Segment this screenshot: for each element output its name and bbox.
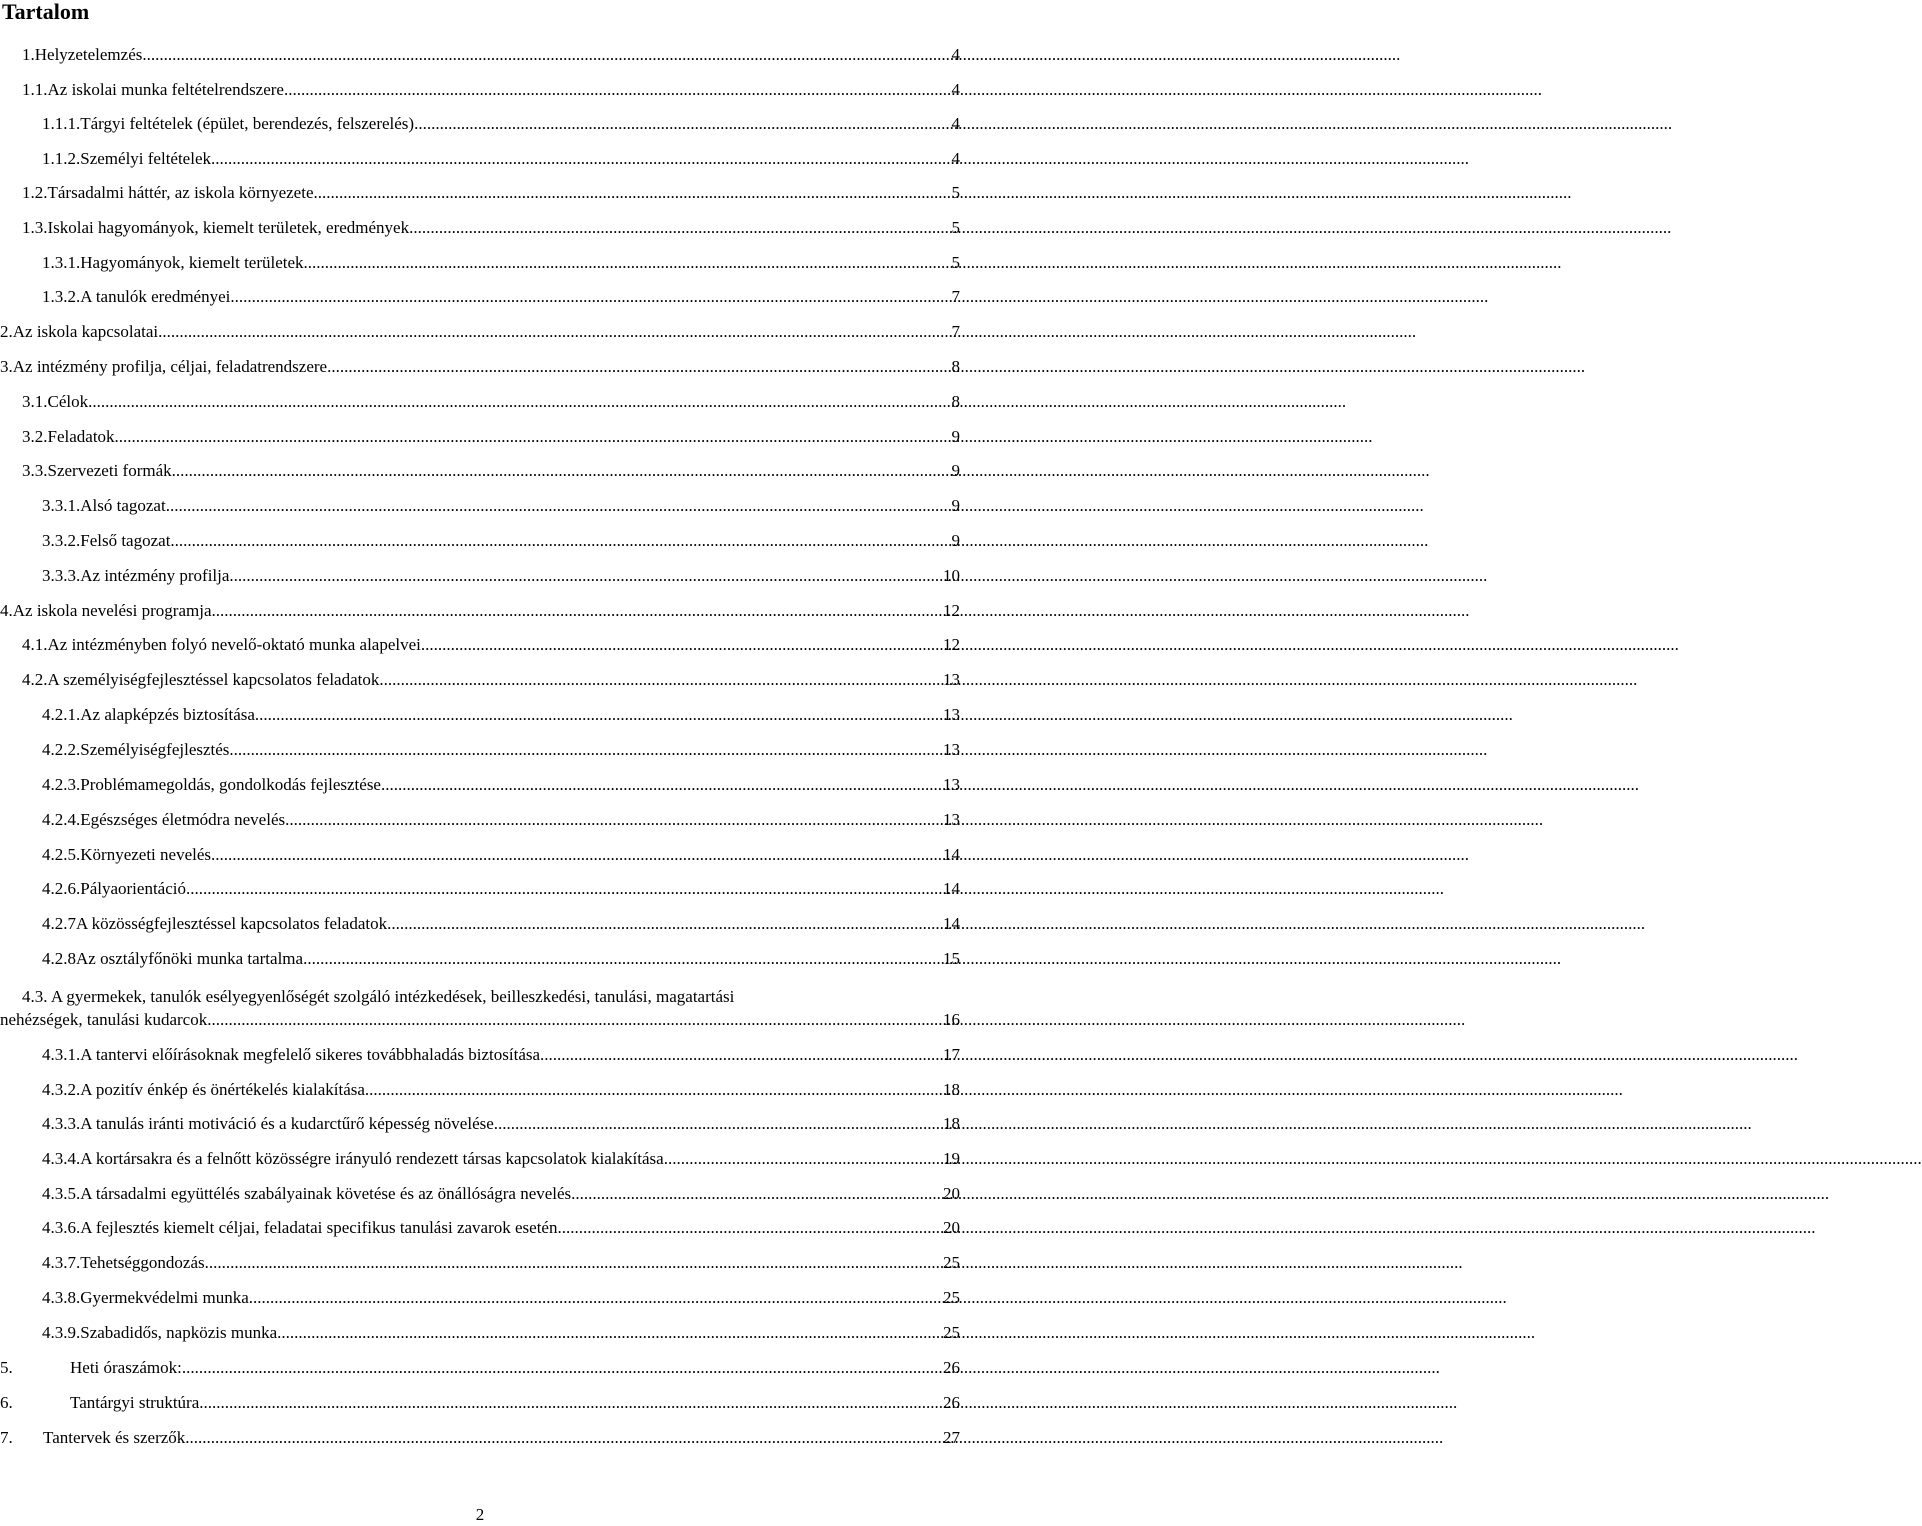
toc-entry[interactable] (0, 773, 960, 797)
toc-leader-dots (199, 1391, 940, 1415)
toc-entry-page: 27 (943, 1428, 960, 1447)
toc-entry-label: A kortársakra és a felnőtt közösségre irányuló rendezett társas kapcsolatok kialakítása (80, 1149, 664, 1168)
toc-entry-number: 3.2. (22, 427, 48, 446)
toc-entry-page: 25 (943, 1323, 960, 1342)
toc-entry-number: 4.2.8 (42, 949, 76, 968)
toc-entry-label: Környezeti nevelés (80, 845, 211, 864)
toc-entry-page: 17 (943, 1045, 960, 1064)
toc-entry-page: 18 (943, 1080, 960, 1099)
toc-entry-page: 5 (951, 218, 960, 237)
toc-entry-number: 4.2.3. (42, 775, 81, 794)
toc-entry-number: 4. (0, 601, 13, 620)
toc-entry-page: 5 (951, 183, 960, 202)
toc-entry-label: Helyzetelemzés (34, 45, 143, 64)
toc-entry-number: 4.3.8. (42, 1288, 81, 1307)
toc-entry-number: 4.2.7 (42, 914, 76, 933)
toc-leader-dots (212, 599, 941, 623)
toc-entry[interactable] (0, 1251, 960, 1275)
toc-leader-dots (284, 78, 949, 102)
toc-entry[interactable] (0, 877, 960, 901)
toc-entry[interactable] (0, 147, 960, 171)
toc-entry-label: Iskolai hagyományok, kiemelt területek, eredmények. (47, 218, 414, 237)
toc-entry-label: Heti óraszámok: (70, 1358, 182, 1377)
toc-entry-number: 4.3.2. (42, 1080, 81, 1099)
toc-entry-page: 26 (943, 1358, 960, 1377)
toc-entry-label: Az intézményben folyó nevelő-oktató munka alapelvei (47, 635, 421, 654)
toc-entry-label: Felső tagozat (80, 531, 171, 550)
toc-leader-dots (158, 320, 948, 344)
toc-entry-page: 9 (951, 531, 960, 550)
toc-entry-label: A közösségfejlesztéssel kapcsolatos feladatok (76, 914, 388, 933)
toc-entry[interactable] (0, 1356, 960, 1380)
toc-entry-label: A gyermekek, tanulók esélyegyenlőségét szolgáló intézkedések, beilleszkedési, tanulási, magatartási (50, 987, 735, 1006)
toc-entry-page: 9 (951, 427, 960, 446)
toc-entry-page: 14 (943, 879, 960, 898)
toc-entry-page: 26 (943, 1393, 960, 1412)
toc-entry-page: 8 (951, 392, 960, 411)
toc-entry-label: Az iskola kapcsolatai (12, 322, 159, 341)
toc-leader-dots (142, 43, 948, 67)
toc-entry-number: 4.3.1. (42, 1045, 81, 1064)
toc-entry[interactable] (0, 1216, 960, 1240)
toc-leader-dots (166, 494, 949, 518)
toc-entry-number: 6. (0, 1393, 13, 1412)
toc-entry-label: Pályaorientáció (80, 879, 186, 898)
toc-entry-number: 4.2.4. (42, 810, 81, 829)
page-number: 2 (475, 1505, 485, 1524)
toc-leader-dots (205, 1251, 940, 1275)
toc-entry-label: Az intézmény profilja (80, 566, 230, 585)
toc-entry-number: 3.3.1. (42, 496, 81, 515)
toc-leader-dots (211, 843, 940, 867)
toc-entry-page: 5 (951, 253, 960, 272)
toc-leader-dots (381, 773, 940, 797)
toc-entry[interactable] (0, 808, 960, 832)
toc-entry-page: 20 (943, 1218, 960, 1237)
toc-entry[interactable] (0, 599, 960, 623)
toc-entry[interactable] (0, 1112, 960, 1136)
toc-entry-label: A tantervi előírásoknak megfelelő sikeres továbbhaladás biztosítása (80, 1045, 541, 1064)
toc-entry[interactable] (0, 703, 960, 727)
toc-entry-label: A tanulók eredményei (80, 287, 231, 306)
toc-entry-label: Egészséges életmódra nevelés (80, 810, 286, 829)
toc-entry-page: 4 (951, 80, 960, 99)
toc-entry-page: 8 (951, 357, 960, 376)
toc-entry[interactable] (0, 390, 960, 414)
toc-entry-page: 19 (943, 1149, 960, 1168)
toc-entry-number: 1.3.2. (42, 287, 81, 306)
toc-entry-label: A társadalmi együttélés szabályainak követése és az önállóságra nevelés (80, 1184, 572, 1203)
toc-entry[interactable] (0, 425, 960, 449)
toc-entry-page: 7 (951, 322, 960, 341)
toc-entry-number: 1.3.1. (42, 253, 81, 272)
toc-entry-label: Tantervek és szerzők (43, 1428, 186, 1447)
toc-entry[interactable] (0, 1391, 960, 1415)
toc-entry[interactable] (0, 912, 960, 936)
toc-entry-number: 2. (0, 322, 13, 341)
toc-entry-label: Az intézmény profilja, céljai, feladatrendszere (12, 357, 328, 376)
toc-leader-dots (170, 529, 948, 553)
toc-entry-label: Társadalmi háttér, az iskola környezete (47, 183, 314, 202)
toc-entry[interactable] (0, 1043, 960, 1067)
toc-leader-dots (229, 738, 940, 762)
toc-leader-dots (115, 425, 949, 449)
toc-entry-label: Az alapképzés biztosítása (80, 705, 255, 724)
toc-entry-page: 12 (943, 601, 960, 620)
toc-entry[interactable] (0, 1078, 960, 1102)
toc-entry-number: 4.3.9. (42, 1323, 81, 1342)
toc-entry-number: 4.3.3. (42, 1114, 81, 1133)
toc-entry-number: 1. (22, 45, 35, 64)
toc-leader-dots (211, 147, 949, 171)
toc-entry-number: 1.1. (22, 80, 48, 99)
toc-entry-label: Hagyományok, kiemelt területek (80, 253, 304, 272)
toc-leader-dots (540, 1043, 940, 1067)
toc-entry[interactable] (0, 564, 960, 588)
toc-entry-number: 5. (0, 1358, 13, 1377)
toc-entry-label: Szabadidős, napközis munka (80, 1323, 278, 1342)
toc-leader-dots (285, 808, 940, 832)
toc-entry-number: 4.2.6. (42, 879, 81, 898)
toc-entry-page: 9 (951, 461, 960, 480)
toc-entry-number: 1.3. (22, 218, 48, 237)
toc-entry-page: 14 (943, 845, 960, 864)
toc-entry-label: Tehetséggondozás (80, 1253, 205, 1272)
toc-entry-label: Tantárgyi struktúra (70, 1393, 200, 1412)
toc-entry-number: 3. (0, 357, 13, 376)
toc-entry-page: 13 (943, 775, 960, 794)
toc-entry[interactable] (0, 633, 960, 657)
toc-entry[interactable] (0, 1182, 960, 1206)
toc-leader-dots (207, 1008, 940, 1032)
toc-entry-label: Tárgyi feltételek (épület, berendezés, felszerelés) (80, 114, 415, 133)
toc-entry-number: 3.3.3. (42, 566, 81, 585)
toc-entry-number: 4.2.1. (42, 705, 81, 724)
toc-entry-label: Problémamegoldás, gondolkodás fejlesztése (80, 775, 381, 794)
toc-entry-number: 4.3.6. (42, 1218, 81, 1237)
toc-entry[interactable] (0, 947, 960, 971)
toc-leader-dots (314, 181, 949, 205)
toc-leader-dots (277, 1321, 940, 1345)
toc-entry-page: 20 (943, 1184, 960, 1203)
toc-entry-number: 4.3.5. (42, 1184, 81, 1203)
toc-leader-dots (230, 285, 948, 309)
toc-entry-page: 16 (943, 1010, 960, 1029)
toc-entry-number: 1.1.1. (42, 114, 81, 133)
toc-leader-dots (379, 668, 940, 692)
toc-entry-page: 4 (951, 45, 960, 64)
toc-entry-number: 4.3. (22, 987, 51, 1006)
toc-entry-label: A pozitív énkép és önértékelés kialakítása (80, 1080, 365, 1099)
toc-entry-number: 4.3.4. (42, 1149, 81, 1168)
toc-entry-number: 1.1.2. (42, 149, 81, 168)
toc-entry-page: 13 (943, 740, 960, 759)
toc-entry[interactable] (0, 181, 960, 205)
toc-entry-number: 3.3. (22, 461, 48, 480)
toc-entry-page: 13 (943, 670, 960, 689)
toc-entry-page: 4 (951, 149, 960, 168)
toc-entry-page: 13 (943, 810, 960, 829)
toc-leader-dots (387, 912, 940, 936)
toc-entry-label: A fejlesztés kiemelt céljai, feladatai specifikus tanulási zavarok esetén (80, 1218, 558, 1237)
toc-entry-page: 25 (943, 1253, 960, 1272)
toc-entry-label: Alsó tagozat (80, 496, 166, 515)
toc-entry[interactable] (0, 216, 960, 240)
toc-entry-page: 13 (943, 705, 960, 724)
toc-leader-dots (664, 1147, 940, 1171)
toc-entry-number: 4.3.7. (42, 1253, 81, 1272)
toc-entry[interactable] (0, 738, 960, 762)
toc-entry[interactable] (0, 843, 960, 867)
toc-leader-dots (414, 112, 948, 136)
toc-leader-dots (172, 459, 949, 483)
toc-entry-label: A tanulás iránti motiváció és a kudarctűrő képesség növelése (80, 1114, 494, 1133)
toc-leader-dots (327, 355, 948, 379)
toc-leader-dots (365, 1078, 940, 1102)
toc-entry-label: Gyermekvédelmi munka (80, 1288, 249, 1307)
toc-leader-dots (494, 1112, 940, 1136)
toc-entry-label: Szervezeti formák (47, 461, 172, 480)
toc-entry-label: Az osztályfőnöki munka tartalma (76, 949, 304, 968)
toc-entry-label: Feladatok (47, 427, 115, 446)
toc-leader-dots (557, 1216, 940, 1240)
toc-entry-number: 3.3.2. (42, 531, 81, 550)
toc-entry-label: Személyiségfejlesztés (80, 740, 230, 759)
toc-leader-dots (185, 1426, 940, 1450)
toc-entry[interactable] (0, 985, 960, 1033)
toc-title: Tartalom (2, 0, 90, 24)
toc-entry[interactable] (0, 78, 960, 102)
toc-leader-dots (186, 877, 940, 901)
toc-entry-label: Személyi feltételek (80, 149, 211, 168)
toc-leader-dots (303, 947, 940, 971)
toc-entry-number: 7. (0, 1428, 13, 1447)
toc-entry-page: 4 (951, 114, 960, 133)
toc-entry-label: Célok (47, 392, 89, 411)
toc-entry-number: 1.2. (22, 183, 48, 202)
toc-entry-page: 9 (951, 496, 960, 515)
toc-entry[interactable] (0, 355, 960, 379)
toc-entry[interactable] (0, 320, 960, 344)
toc-leader-dots (182, 1356, 940, 1380)
toc-entry-page: 10 (943, 566, 960, 585)
toc-entry-page: 15 (943, 949, 960, 968)
toc-entry-page: 12 (943, 635, 960, 654)
toc-entry[interactable] (0, 43, 960, 67)
toc-entry-number: 4.2. (22, 670, 48, 689)
toc-entry[interactable] (0, 459, 960, 483)
toc-entry[interactable] (0, 285, 960, 309)
toc-leader-dots (571, 1182, 940, 1206)
toc-entry-number: 4.1. (22, 635, 48, 654)
toc-entry[interactable] (0, 1147, 960, 1171)
toc-entry[interactable] (0, 1286, 960, 1310)
toc-entry-page: 14 (943, 914, 960, 933)
toc-entry[interactable] (0, 494, 960, 518)
toc-entry-number: 4.2.5. (42, 845, 81, 864)
toc-entry[interactable] (0, 1426, 960, 1450)
toc-leader-dots (249, 1286, 940, 1310)
toc-leader-dots (229, 564, 940, 588)
toc-entry-label: Az iskola nevelési programja (12, 601, 212, 620)
toc-leader-dots (255, 703, 940, 727)
toc-entry-number: 4.2.2. (42, 740, 81, 759)
toc-leader-dots (304, 251, 949, 275)
toc-entry[interactable] (0, 112, 960, 136)
toc-entry-label-continued: nehézségek, tanulási kudarcok (0, 1010, 208, 1029)
toc-entry[interactable] (0, 529, 960, 553)
toc-entry-number: 3.1. (22, 392, 48, 411)
toc-entry[interactable] (0, 668, 960, 692)
toc-entry[interactable] (0, 1321, 960, 1345)
toc-entry-page: 25 (943, 1288, 960, 1307)
toc-entry-label: Az iskolai munka feltételrendszere (47, 80, 284, 99)
toc-leader-dots (421, 633, 940, 657)
toc-entry-page: 18 (943, 1114, 960, 1133)
toc-entry-page: 7 (951, 287, 960, 306)
toc-leader-dots (413, 216, 948, 240)
toc-leader-dots (88, 390, 948, 414)
toc-entry-label: A személyiségfejlesztéssel kapcsolatos feladatok (47, 670, 380, 689)
toc-entry[interactable] (0, 251, 960, 275)
